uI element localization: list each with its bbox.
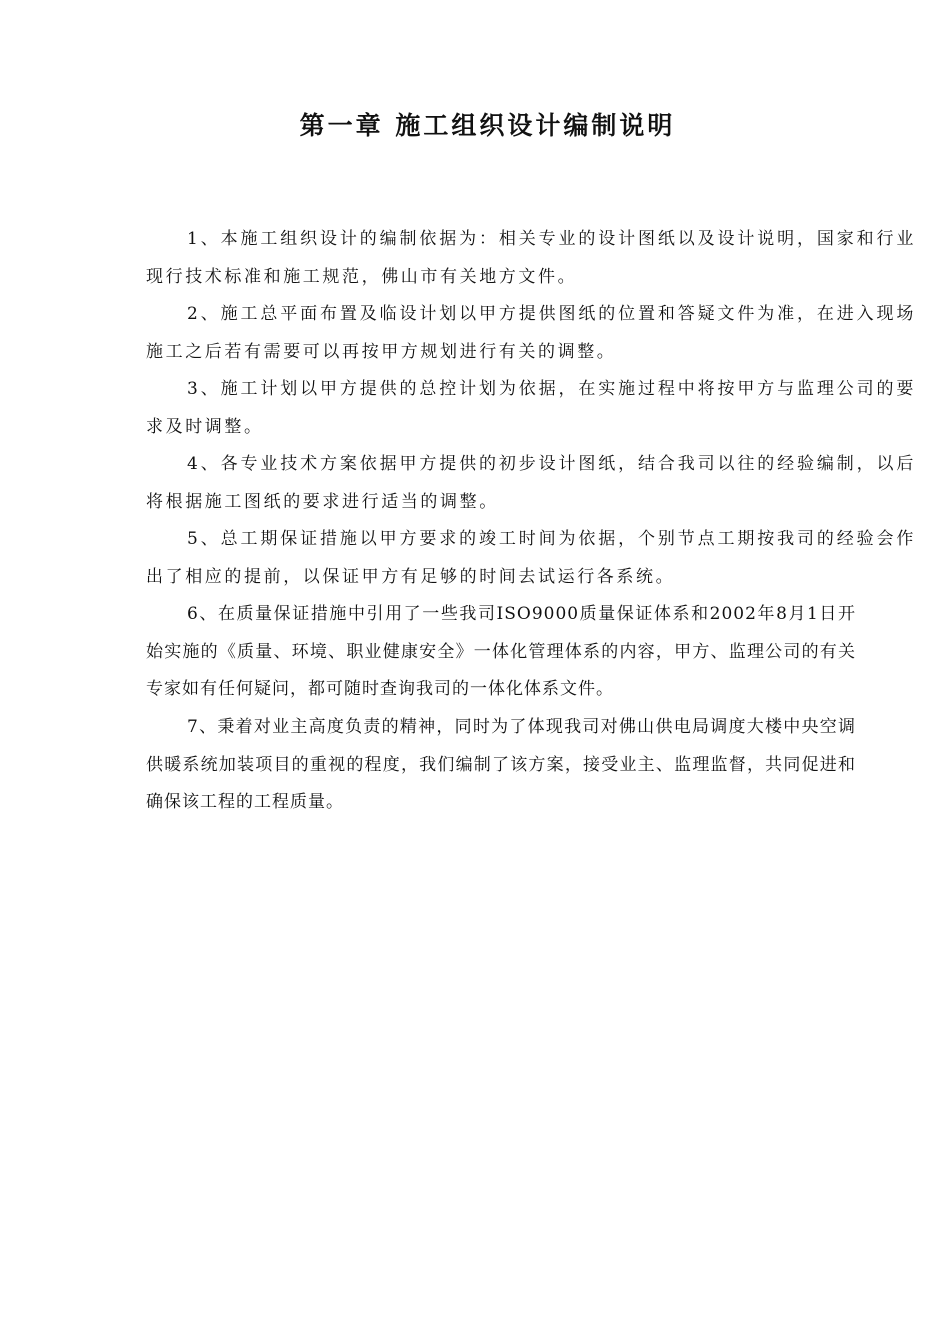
paragraph-1: 1、本施工组织设计的编制依据为：相关专业的设计图纸以及设计说明，国家和行业现行技术标准和施工规范，佛山市有关地方文件。: [146, 229, 916, 287]
paragraph-3: 3、施工计划以甲方提供的总控计划为依据，在实施过程中将按甲方与监理公司的要求及时调整。: [146, 379, 916, 437]
paragraph-5: 5、总工期保证措施以甲方要求的竣工时间为依据，个别节点工期按我司的经验会作出了相应的提前，以保证甲方有足够的时间去试运行各系统。: [146, 529, 916, 587]
paragraph-4: 4、各专业技术方案依据甲方提供的初步设计图纸，结合我司以往的经验编制，以后将根据施工图纸的要求进行适当的调整。: [146, 454, 916, 512]
paragraph-2: 2、施工总平面布置及临设计划以甲方提供图纸的位置和答疑文件为准，在进入现场施工之后若有需要可以再按甲方规划进行有关的调整。: [146, 304, 916, 362]
paragraph-7: 7、秉着对业主高度负责的精神，同时为了体现我司对佛山供电局调度大楼中央空调供暖系统加装项目的重视的程度，我们编制了该方案，接受业主、监理监督，共同促进和确保该工程的工程质量。: [146, 717, 856, 812]
paragraph-6: 6、在质量保证措施中引用了一些我司ISO9000质量保证体系和2002年8月1日开始实施的《质量、环境、职业健康安全》一体化管理体系的内容，甲方、监理公司的有关专家如有任何疑问，都可随时查询我司的一体化体系文件。: [146, 604, 856, 699]
chapter-title: 第一章 施工组织设计编制说明: [299, 111, 676, 140]
